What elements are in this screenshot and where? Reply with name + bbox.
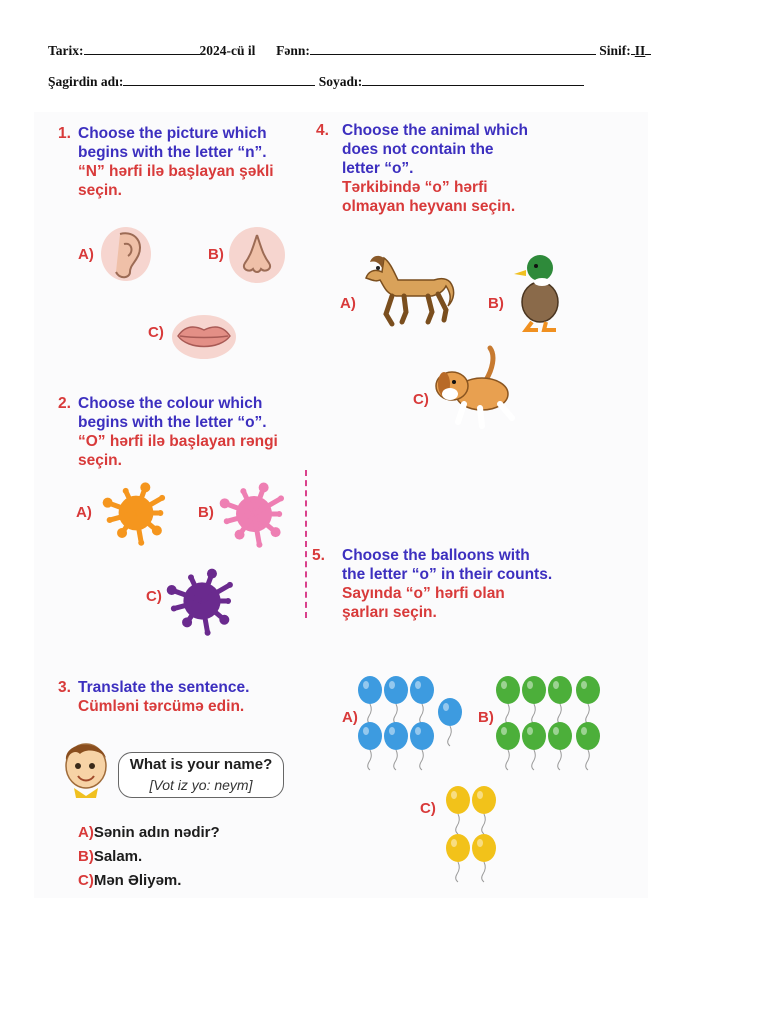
balloon: [446, 786, 470, 814]
nose-icon[interactable]: [229, 227, 285, 283]
balloon: [472, 786, 496, 814]
class-label: Sinif:: [599, 43, 631, 58]
balloon: [472, 834, 496, 862]
q3-answer-c[interactable]: C)Mən Əliyəm.: [78, 872, 182, 889]
q5-option-c-label[interactable]: C): [420, 800, 436, 817]
orange-splash-icon[interactable]: [100, 484, 172, 542]
date-field[interactable]: [84, 42, 200, 55]
column-divider: [305, 470, 307, 618]
question-4: 4. Choose the animal which does not contain the letter “o”. Tərkibində “o” hərfi olmayan heyvanı seçin.: [316, 122, 529, 215]
yellow-balloons-icon[interactable]: [444, 786, 506, 880]
speech-bubble: [118, 752, 284, 798]
q2-option-c-label[interactable]: C): [146, 588, 162, 605]
purple-splash-icon[interactable]: [166, 570, 238, 632]
balloon: [496, 676, 520, 704]
ear-icon[interactable]: [100, 226, 152, 282]
balloon: [548, 676, 572, 704]
pink-splash-icon[interactable]: [218, 484, 290, 544]
subject-label: Fənn:: [276, 43, 310, 58]
balloon: [522, 676, 546, 704]
balloon: [548, 722, 572, 750]
q4-option-c-label[interactable]: C): [413, 391, 429, 408]
blue-balloons-icon[interactable]: [356, 676, 472, 770]
student-name-field[interactable]: [123, 73, 315, 86]
header-row-1: [48, 42, 651, 59]
balloon: [358, 722, 382, 750]
student-name-label: Şagirdin adı:: [48, 74, 124, 89]
balloon: [358, 676, 382, 704]
q5-option-a-label[interactable]: A): [342, 709, 358, 726]
question-1: 1. Choose the picture which begins with the letter “n”. “N” hərfi ilə başlayan şəkli seçin.: [58, 125, 274, 199]
q2-option-b-label[interactable]: B): [198, 504, 214, 521]
balloon: [438, 698, 462, 726]
q1-option-b-label[interactable]: B): [208, 246, 224, 263]
balloon: [446, 834, 470, 862]
speech-main-text: What is your name?: [129, 756, 273, 773]
balloon: [576, 722, 600, 750]
question-3: 3. Translate the sentence. Cümləni tərcümə edin.: [58, 679, 250, 715]
balloon: [522, 722, 546, 750]
horse-icon[interactable]: [362, 250, 454, 328]
surname-label: Soyadı:: [318, 74, 363, 89]
boy-avatar-icon: [56, 736, 118, 798]
class-value: II: [634, 43, 646, 58]
date-label: Tarix:: [48, 43, 84, 58]
q4-option-a-label[interactable]: A): [340, 295, 356, 312]
green-balloons-icon[interactable]: [494, 676, 610, 770]
q2-option-a-label[interactable]: A): [76, 504, 92, 521]
q3-answer-b[interactable]: B)Salam.: [78, 848, 143, 865]
q1-option-c-label[interactable]: C): [148, 324, 164, 341]
balloon: [384, 676, 408, 704]
lips-icon[interactable]: [172, 314, 236, 360]
balloon: [384, 722, 408, 750]
year-text: 2024-cü il: [199, 43, 256, 58]
duck-icon[interactable]: [512, 250, 564, 332]
balloon: [496, 722, 520, 750]
q5-option-b-label[interactable]: B): [478, 709, 494, 726]
q3-answer-a[interactable]: A)Sənin adın nədir?: [78, 824, 220, 841]
question-5: 5. Choose the balloons with the letter “o” in their counts. Sayında “o” hərfi olan şarları seçin.: [312, 547, 553, 621]
balloon: [576, 676, 600, 704]
header-row-2: [48, 73, 584, 90]
question-2: 2. Choose the colour which begins with the letter “o”. “O” hərfi ilə başlayan rəngi seçin.: [58, 395, 278, 469]
balloon: [410, 722, 434, 750]
q4-option-b-label[interactable]: B): [488, 295, 504, 312]
q1-option-a-label[interactable]: A): [78, 246, 94, 263]
surname-field[interactable]: [362, 73, 584, 86]
subject-field[interactable]: [310, 42, 596, 55]
balloon: [410, 676, 434, 704]
dog-icon[interactable]: [430, 346, 518, 430]
speech-pronunciation-text: [Vot iz yo: neym]: [149, 777, 253, 793]
